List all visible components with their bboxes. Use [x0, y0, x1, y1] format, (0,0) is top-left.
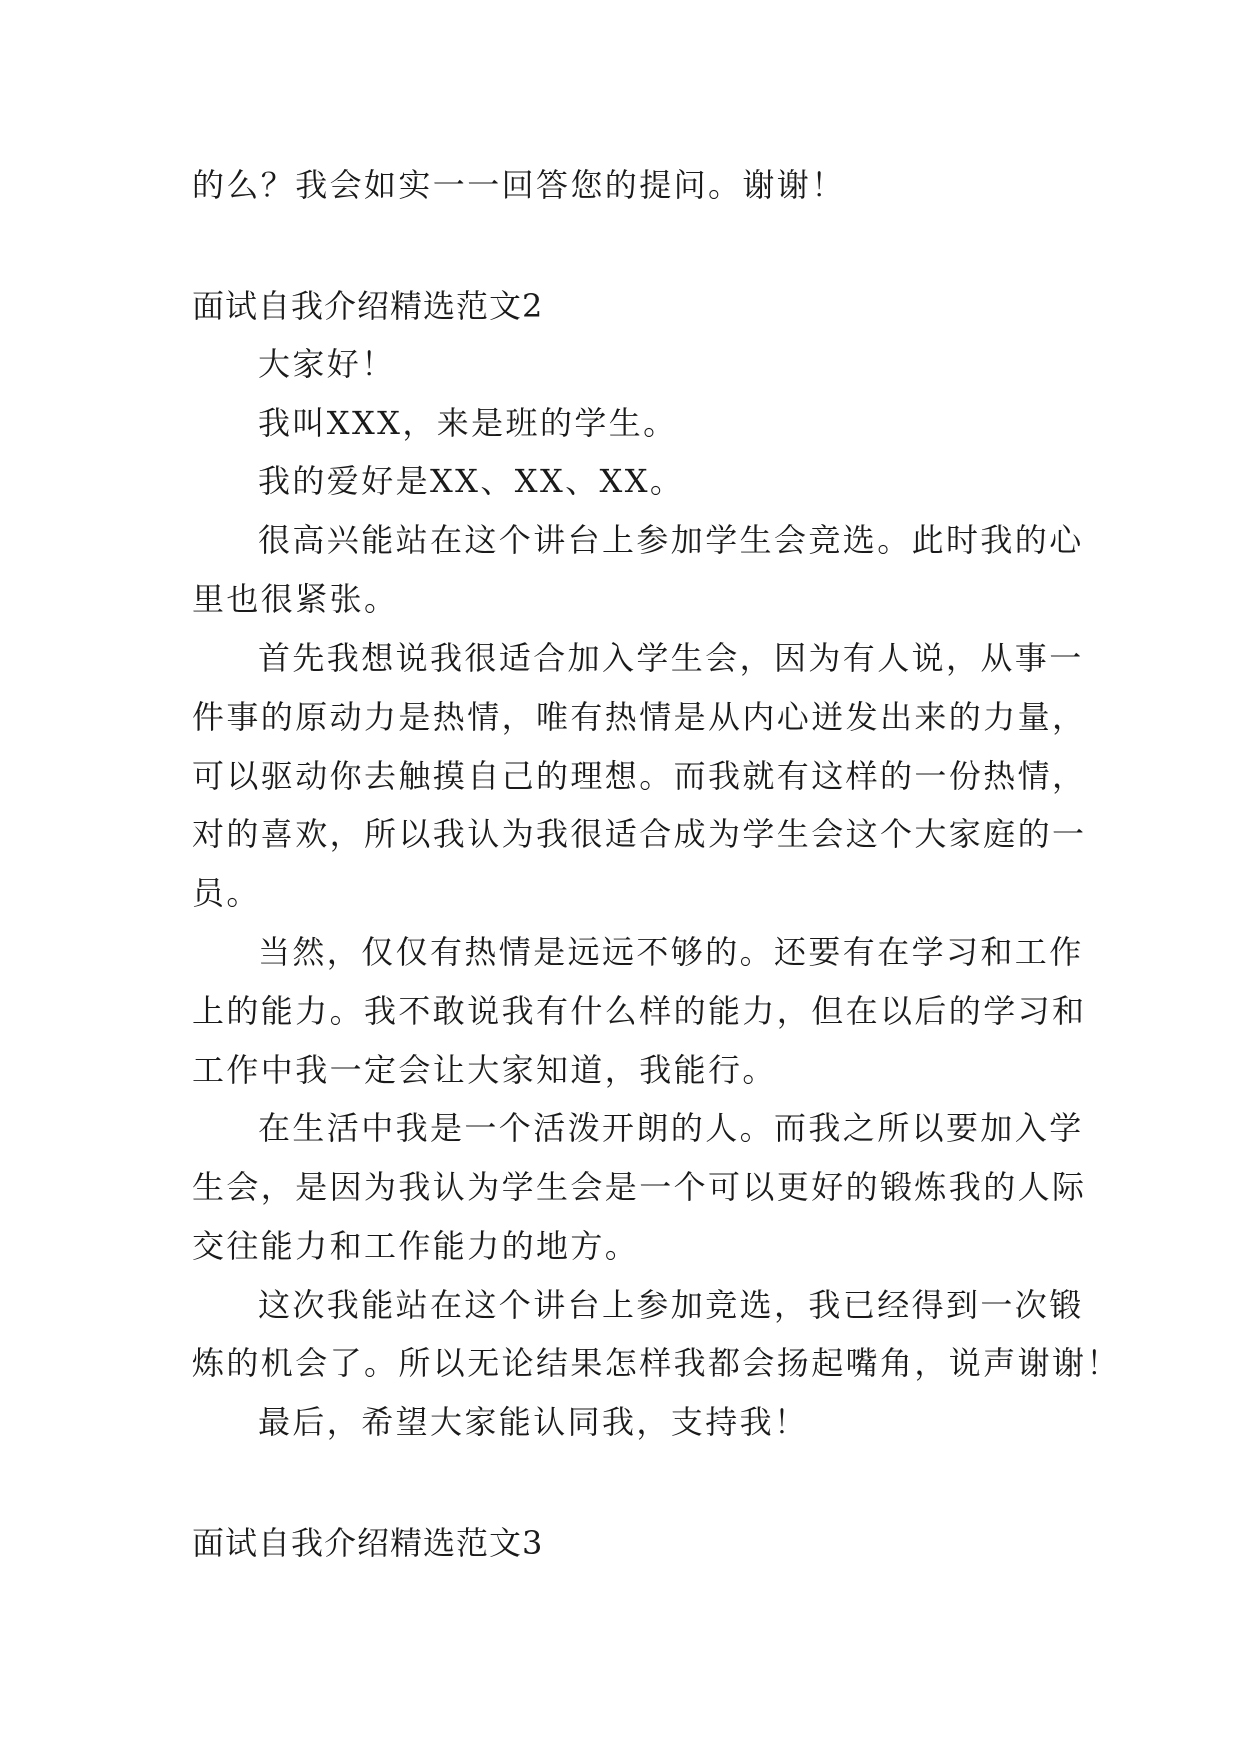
paragraph-3-line: 当然，仅仅有热情是远远不够的。还要有在学习和工作 — [258, 933, 1084, 971]
paragraph-3-line: 工作中我一定会让大家知道，我能行。 — [192, 1051, 777, 1089]
hobby-line: 我的爱好是XX、XX、XX。 — [258, 462, 685, 500]
paragraph-5-line: 炼的机会了。所以无论结果怎样我都会扬起嘴角，说声谢谢！ — [192, 1344, 1121, 1382]
paragraph-3-line: 上的能力。我不敢说我有什么样的能力，但在以后的学习和 — [192, 992, 1087, 1030]
paragraph-4-line: 在生活中我是一个活泼开朗的人。而我之所以要加入学 — [258, 1109, 1084, 1147]
section-2-heading: 面试自我介绍精选范文2 — [192, 287, 544, 325]
paragraph-2-line: 可以驱动你去触摸自己的理想。而我就有这样的一份热情， — [192, 757, 1087, 795]
paragraph-1-line: 很高兴能站在这个讲台上参加学生会竞选。此时我的心 — [258, 521, 1084, 559]
greeting-line: 大家好！ — [258, 345, 396, 383]
paragraph-2-line: 员。 — [192, 874, 261, 912]
paragraph-5-line: 这次我能站在这个讲台上参加竞选，我已经得到一次锻 — [258, 1286, 1084, 1324]
paragraph-2-line: 对的喜欢，所以我认为我很适合成为学生会这个大家庭的一 — [192, 815, 1087, 853]
section-3-heading: 面试自我介绍精选范文3 — [192, 1524, 544, 1562]
paragraph-2-line: 件事的原动力是热情，唯有热情是从内心迸发出来的力量， — [192, 698, 1087, 736]
closing-line: 最后，希望大家能认同我，支持我！ — [258, 1403, 809, 1441]
name-line: 我叫XXX，来是班的学生。 — [258, 404, 678, 442]
intro-tail-line: 的么？我会如实一一回答您的提问。谢谢！ — [192, 166, 846, 204]
paragraph-2-line: 首先我想说我很适合加入学生会，因为有人说，从事一 — [258, 639, 1084, 677]
paragraph-4-line: 生会，是因为我认为学生会是一个可以更好的锻炼我的人际 — [192, 1168, 1087, 1206]
paragraph-4-line: 交往能力和工作能力的地方。 — [192, 1227, 640, 1265]
paragraph-1-line: 里也很紧张。 — [192, 580, 399, 618]
